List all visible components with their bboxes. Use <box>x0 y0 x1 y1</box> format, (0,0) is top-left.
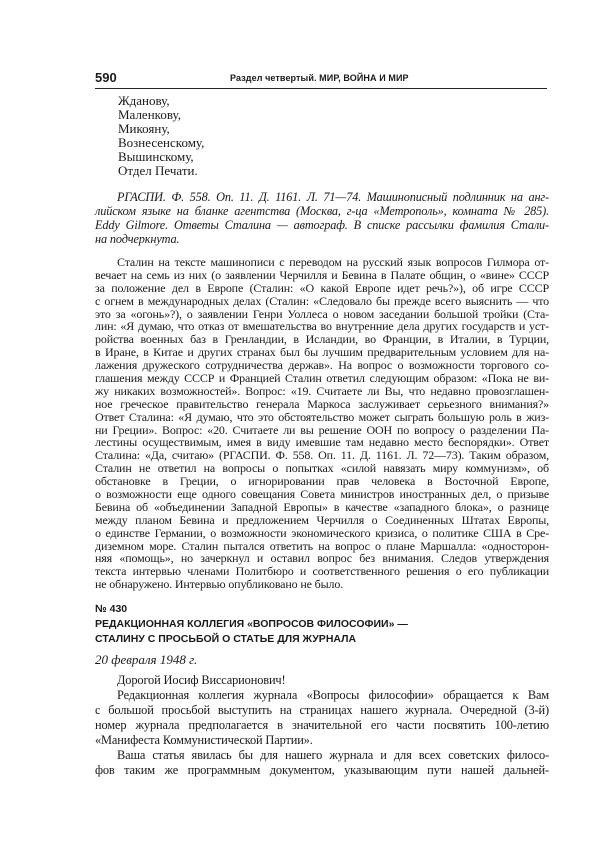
addressee-list <box>118 94 204 178</box>
text-line: Бевина об «объединении Западной Европы» в качестве «западного блока», о разнице <box>95 499 549 514</box>
text-line: о возможности еще одного совещания Совета министров иностранных дел, о призыве <box>95 487 549 502</box>
text-line: няя «помощь», но зачеркнул и оставил вопрос без внимания. Следов утверждения <box>95 551 549 566</box>
text-line: Ваша статья явилась бы для нашего журнала и для всех советских филосо- <box>117 748 549 762</box>
text-line: с огнем в международных делах (Сталин: «Следовало бы прежде всего выяснить — что <box>95 293 549 308</box>
text-line: лестины осуществимым, имея в виду имевшие там недавно место беспорядки». Ответ <box>95 435 549 450</box>
text-line: текста интервью членами Политбюро и соответственного решения о его публикации <box>95 564 549 579</box>
running-header <box>95 70 547 89</box>
text-line: не обнаружено. Интервью опубликовано не было. <box>95 577 344 592</box>
text-line: на подчеркнута. <box>95 232 180 246</box>
text-line: это за «огонь»?), о заявлении Генри Уоллеса о новом заседании большой тройки (Ста- <box>95 306 549 321</box>
text-line: между планом Бевина и предложением Черчилля о Соединенных Штатах Европы, <box>95 512 549 527</box>
text-line: жу никаких возможностей». Вопрос: «19. Считаете ли Вы, что недавно провозглашен- <box>95 383 549 398</box>
text-line: вечает на семь из них (о заявлении Черчилля и Бевина в Палате общин, о «вине» СССР <box>95 267 549 282</box>
addressee: Маленкову, <box>118 107 181 122</box>
text-line: лийском языке на бланке агентства (Москва, г-ца «Метрополь», комната № 285). <box>95 204 549 218</box>
text-line: «Манифеста Коммунистической Партии». <box>95 733 313 747</box>
text-line: лажения дружеского сотрудничества держав». На вопрос о возможности торгового со- <box>95 358 549 373</box>
document-number: № 430 <box>95 603 128 615</box>
addressee: Микояну, <box>118 121 170 136</box>
document-title-line: СТАЛИНУ С ПРОСЬБОЙ О СТАТЬЕ ДЛЯ ЖУРНАЛА <box>95 633 357 645</box>
text-line: о единстве Германии, о возможности экономического кризиса, о политике США в Сре- <box>95 525 549 540</box>
salutation: Дорогой Иосиф Виссарионович! <box>117 673 286 687</box>
text-line: Сталина: «Да, считаю» (РГАСПИ. Ф. 558. Оп. 11. Д. 1161. Л. 72—73). Таким образом, <box>95 448 549 463</box>
addressee: Отдел Печати. <box>118 163 198 178</box>
running-title: Раздел четвертый. МИР, ВОЙНА И МИР <box>230 73 409 83</box>
text-line: Ответ Сталина: «Я думаю, что это обстоятельство может сыграть большую роль в жиз- <box>95 409 549 424</box>
commentary-paragraph <box>95 256 549 591</box>
text-line: фов таким же программным документом, указывающим пути нашей дальней- <box>95 763 549 777</box>
text-line: Редакционная коллегия журнала «Вопросы философии» обращается к Вам <box>117 688 549 702</box>
text-line: диземном море. Сталин пытался ответить на вопрос о плане Маршалла: «односторон- <box>95 538 549 553</box>
text-line: Сталин на тексте машинописи с переводом на русский язык вопросов Гилмора от- <box>117 255 549 269</box>
text-line: ройства военных баз в Гренландии, в Исландии, во Франции, в Италии, в Турции, <box>95 332 549 347</box>
text-line: глашения между СССР и Францией Сталин ответил следующим образом: «Пока не ви- <box>95 371 549 386</box>
addressee: Вышинскому, <box>118 149 194 164</box>
text-line: номер журнала предполагается в значительной его части посвятить 100-летию <box>95 718 549 732</box>
document-heading <box>95 602 408 647</box>
text-line: ни Греции». Вопрос: «20. Считаете ли вы решение ООН по вопросу о разделении Па- <box>95 422 549 437</box>
text-line: с большой просьбой выступить на страницах нашего журнала. Очередной (3-й) <box>95 703 549 717</box>
text-line: за положение дел в Европе (Сталин: «О какой Европе идет речь?»), об игре СССР <box>95 280 549 295</box>
letter-body <box>95 673 549 778</box>
text-line: РГАСПИ. Ф. 558. Оп. 11. Д. 1161. Л. 71—74. Машинописный подлинник на анг- <box>117 190 549 204</box>
addressee: Вознесенскому, <box>118 135 205 150</box>
document-title-line: РЕДАКЦИОННАЯ КОЛЛЕГИЯ «ВОПРОСОВ ФИЛОСОФИИ» — <box>95 618 408 630</box>
text-line: лин: «Я думаю, что отказ от вмешательства во внутренние дела других государств и уст- <box>95 319 549 334</box>
text-line: обстановке в Греции, о игнорировании прав человека в Восточной Европе, <box>95 474 549 489</box>
text-line: Eddy Gilmore. Ответы Сталина — автограф. В списке рассылки фамилия Стали- <box>95 218 549 232</box>
archive-note <box>95 190 549 246</box>
text-line: в Иране, в Китае и других странах был бы лучшим предварительным условием для на- <box>95 345 549 360</box>
addressee: Жданову, <box>118 93 170 108</box>
document-date: 20 февраля 1948 г. <box>95 652 198 667</box>
page-number: 590 <box>95 70 117 85</box>
text-line: Сталин не ответил на вопросы о попытках «силой навязать миру коммунизм», об <box>95 461 549 476</box>
text-line: ное греческое правительство генерала Маркоса заслуживает серьезного внимания?» <box>95 396 549 411</box>
